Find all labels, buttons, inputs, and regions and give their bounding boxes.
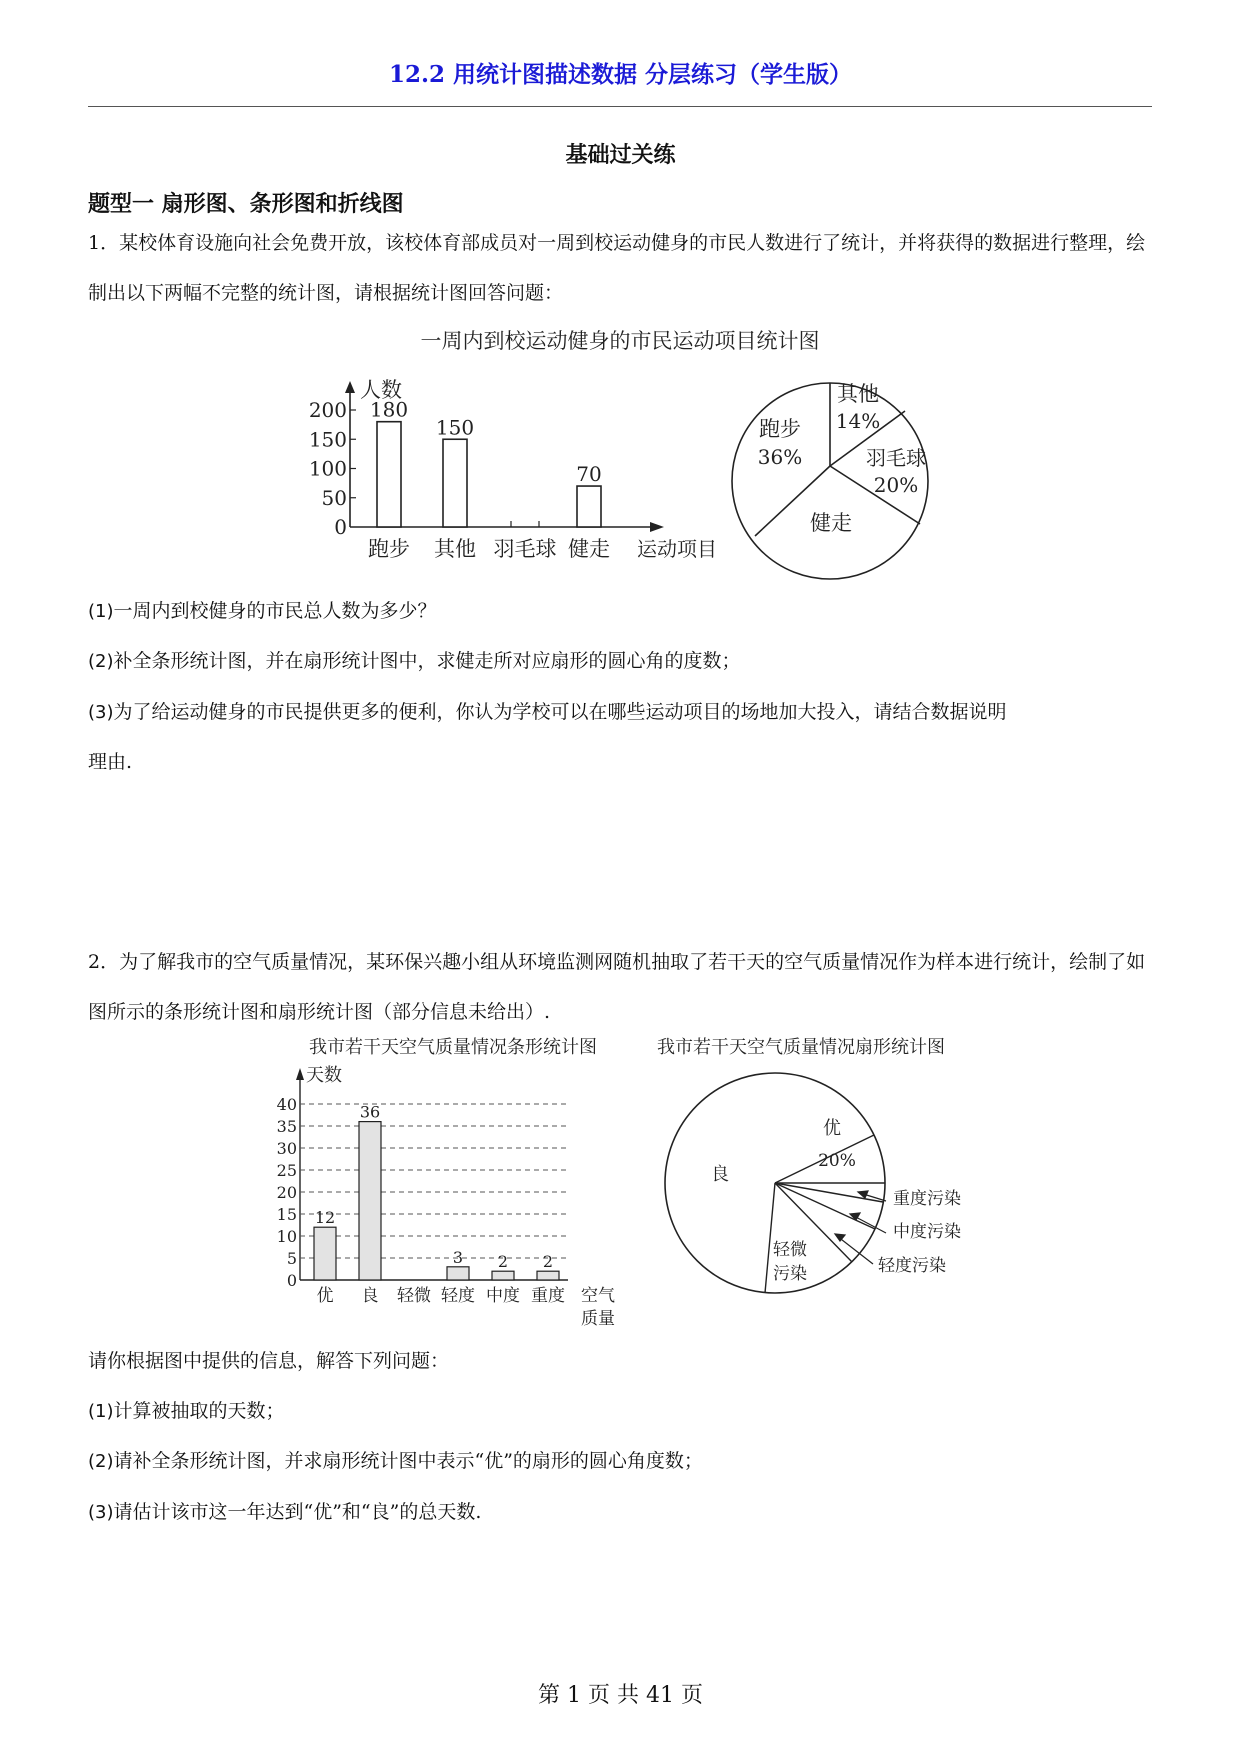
q2-stem-text: 为了解我市的空气质量情况，某环保兴趣小组从环境监测网随机抽取了若干天的空气质量情况作为样本进行统计，绘制了如图所示的条形统计图和扇形统计图（部分信息未给出）.: [88, 951, 1146, 1023]
pie2-arrow-mild: [837, 1236, 873, 1264]
bar1-ytick: 100: [308, 456, 347, 481]
bar2-xlabel: 空气: [581, 1286, 615, 1306]
pie2-arrowhead: [835, 1234, 845, 1241]
figure1-title: 一周内到校运动健身的市民运动项目统计图: [420, 329, 820, 353]
bar2-data-label: 2: [542, 1252, 554, 1272]
pie-chart-2: [665, 1073, 961, 1293]
bar2-bar: [359, 1122, 381, 1280]
bar1-data-label: 70: [576, 462, 602, 487]
bar2-ylabel: 天数: [306, 1065, 342, 1086]
bar2-bar: [537, 1271, 559, 1280]
q2-prompt: 请你根据图中提供的信息，解答下列问题：: [88, 1350, 450, 1372]
bar1-bar: [377, 422, 401, 527]
question-type-heading: 题型一 扇形图、条形图和折线图: [88, 191, 404, 217]
bar2-category-label: 重度: [531, 1286, 565, 1306]
pie1-value-running: 36%: [757, 445, 803, 469]
bar-chart-2: [277, 1065, 615, 1329]
pie1-label-running: 跑步: [759, 417, 801, 441]
q1-sub3-cont: 理由.: [88, 751, 133, 773]
bar2-ytick: 25: [276, 1161, 297, 1180]
q2-stem: [88, 937, 1158, 1037]
bar2-data-label: 3: [452, 1247, 464, 1267]
section-title: 基础过关练: [565, 142, 676, 168]
q1-sub2: (2)补全条形统计图，并在扇形统计图中，求健走所对应扇形的圆心角的度数；: [88, 650, 741, 672]
q1-sub1: (1)一周内到校健身的市民总人数为多少？: [88, 600, 437, 622]
q2-sub3: (3)请估计该市这一年达到“优”和“良”的总天数.: [88, 1501, 482, 1523]
bar2-data-label: 12: [314, 1208, 336, 1228]
bar-chart-1: [309, 378, 717, 561]
pie1-label-walking: 健走: [810, 511, 852, 535]
q2-number: 2．: [88, 951, 120, 973]
pie1-label-other: 其他: [837, 382, 879, 406]
bar1-xlabel: 运动项目: [637, 537, 717, 561]
pie2-label-excellent: 优: [823, 1118, 841, 1139]
q1-stem-text: 某校体育设施向社会免费开放，该校体育部成员对一周到校运动健身的市民人数进行了统计，并将获得的数据进行整理，绘制出以下两幅不完整的统计图，请根据统计图回答问题：: [88, 232, 1146, 304]
bar1-ytick: 150: [308, 427, 347, 452]
bar1-ytick: 50: [321, 485, 347, 510]
bar2-category-label: 轻微: [397, 1286, 431, 1306]
q1-sub3: (3)为了给运动健身的市民提供更多的便利，你认为学校可以在哪些运动项目的场地加大投入，请结合数据说明: [88, 701, 1007, 723]
bar1-category-label: 其他: [434, 537, 476, 561]
bar1-data-label: 150: [435, 415, 475, 440]
figure2-bar-title: 我市若干天空气质量情况条形统计图: [309, 1037, 597, 1058]
bar2-category-label: 优: [316, 1286, 334, 1306]
bar2-ytick: 0: [286, 1271, 297, 1290]
bar1-bar: [577, 486, 601, 527]
pie2-label-mild: 轻度污染: [878, 1256, 946, 1276]
bar2-ytick: 35: [276, 1117, 297, 1136]
pie1-value-badminton: 20%: [873, 473, 919, 497]
pie2-label-moderate: 中度污染: [893, 1222, 961, 1242]
bar1-y-arrow: [345, 381, 355, 393]
bar1-bar: [443, 439, 467, 527]
pie1-value-other: 14%: [835, 409, 881, 433]
pie1-label-badminton: 羽毛球: [866, 446, 926, 470]
bar2-bar: [492, 1271, 514, 1280]
pie2-label-slight-2: 污染: [773, 1264, 807, 1284]
bar2-xlabel: 质量: [581, 1309, 615, 1329]
pie2-label-severe: 重度污染: [893, 1189, 961, 1209]
bar1-ylabel: 人数: [360, 378, 402, 402]
page-footer: 第 1 页 共 41 页: [538, 1683, 703, 1708]
page-title: 12.2 用统计图描述数据 分层练习（学生版）: [388, 61, 853, 88]
bar2-ytick: 30: [276, 1139, 297, 1158]
bar2-category-label: 轻度: [441, 1286, 475, 1306]
pie2-label-good: 良: [711, 1164, 729, 1185]
bar1-ytick: 200: [308, 398, 347, 422]
pie2-value-excellent: 20%: [818, 1151, 856, 1171]
bar2-category-label: 中度: [486, 1286, 520, 1306]
bar1-ytick: 0: [334, 515, 347, 539]
bar2-ytick: 5: [286, 1249, 297, 1268]
bar2-data-label: 2: [497, 1252, 509, 1272]
q2-sub1: (1)计算被抽取的天数；: [88, 1400, 285, 1422]
bar2-y-arrow: [296, 1068, 304, 1080]
bar1-x-arrow: [650, 522, 664, 532]
bar2-data-label: 36: [359, 1102, 381, 1122]
bar2-bar: [447, 1267, 469, 1280]
pie2-label-slight-1: 轻微: [773, 1240, 807, 1260]
pie2-divider: [775, 1183, 875, 1229]
pie-chart-1: [732, 382, 928, 579]
bar1-category-label: 羽毛球: [493, 537, 557, 561]
figure2-pie-title: 我市若干天空气质量情况扇形统计图: [657, 1037, 945, 1058]
bar1-category-label: 跑步: [368, 537, 410, 561]
bar2-ytick: 15: [276, 1205, 297, 1224]
bar2-bar: [314, 1227, 336, 1280]
bar2-ytick: 20: [276, 1183, 297, 1202]
q2-sub2: (2)请补全条形统计图，并求扇形统计图中表示“优”的扇形的圆心角度数；: [88, 1450, 703, 1472]
bar2-ytick: 40: [276, 1095, 297, 1114]
pie2-arrowhead: [858, 1191, 868, 1198]
bar1-category-label: 健走: [568, 537, 610, 561]
bar2-ytick: 10: [276, 1227, 297, 1246]
q1-number: 1．: [88, 232, 120, 254]
bar1-data-label: 180: [369, 397, 409, 422]
bar2-category-label: 良: [361, 1286, 379, 1306]
